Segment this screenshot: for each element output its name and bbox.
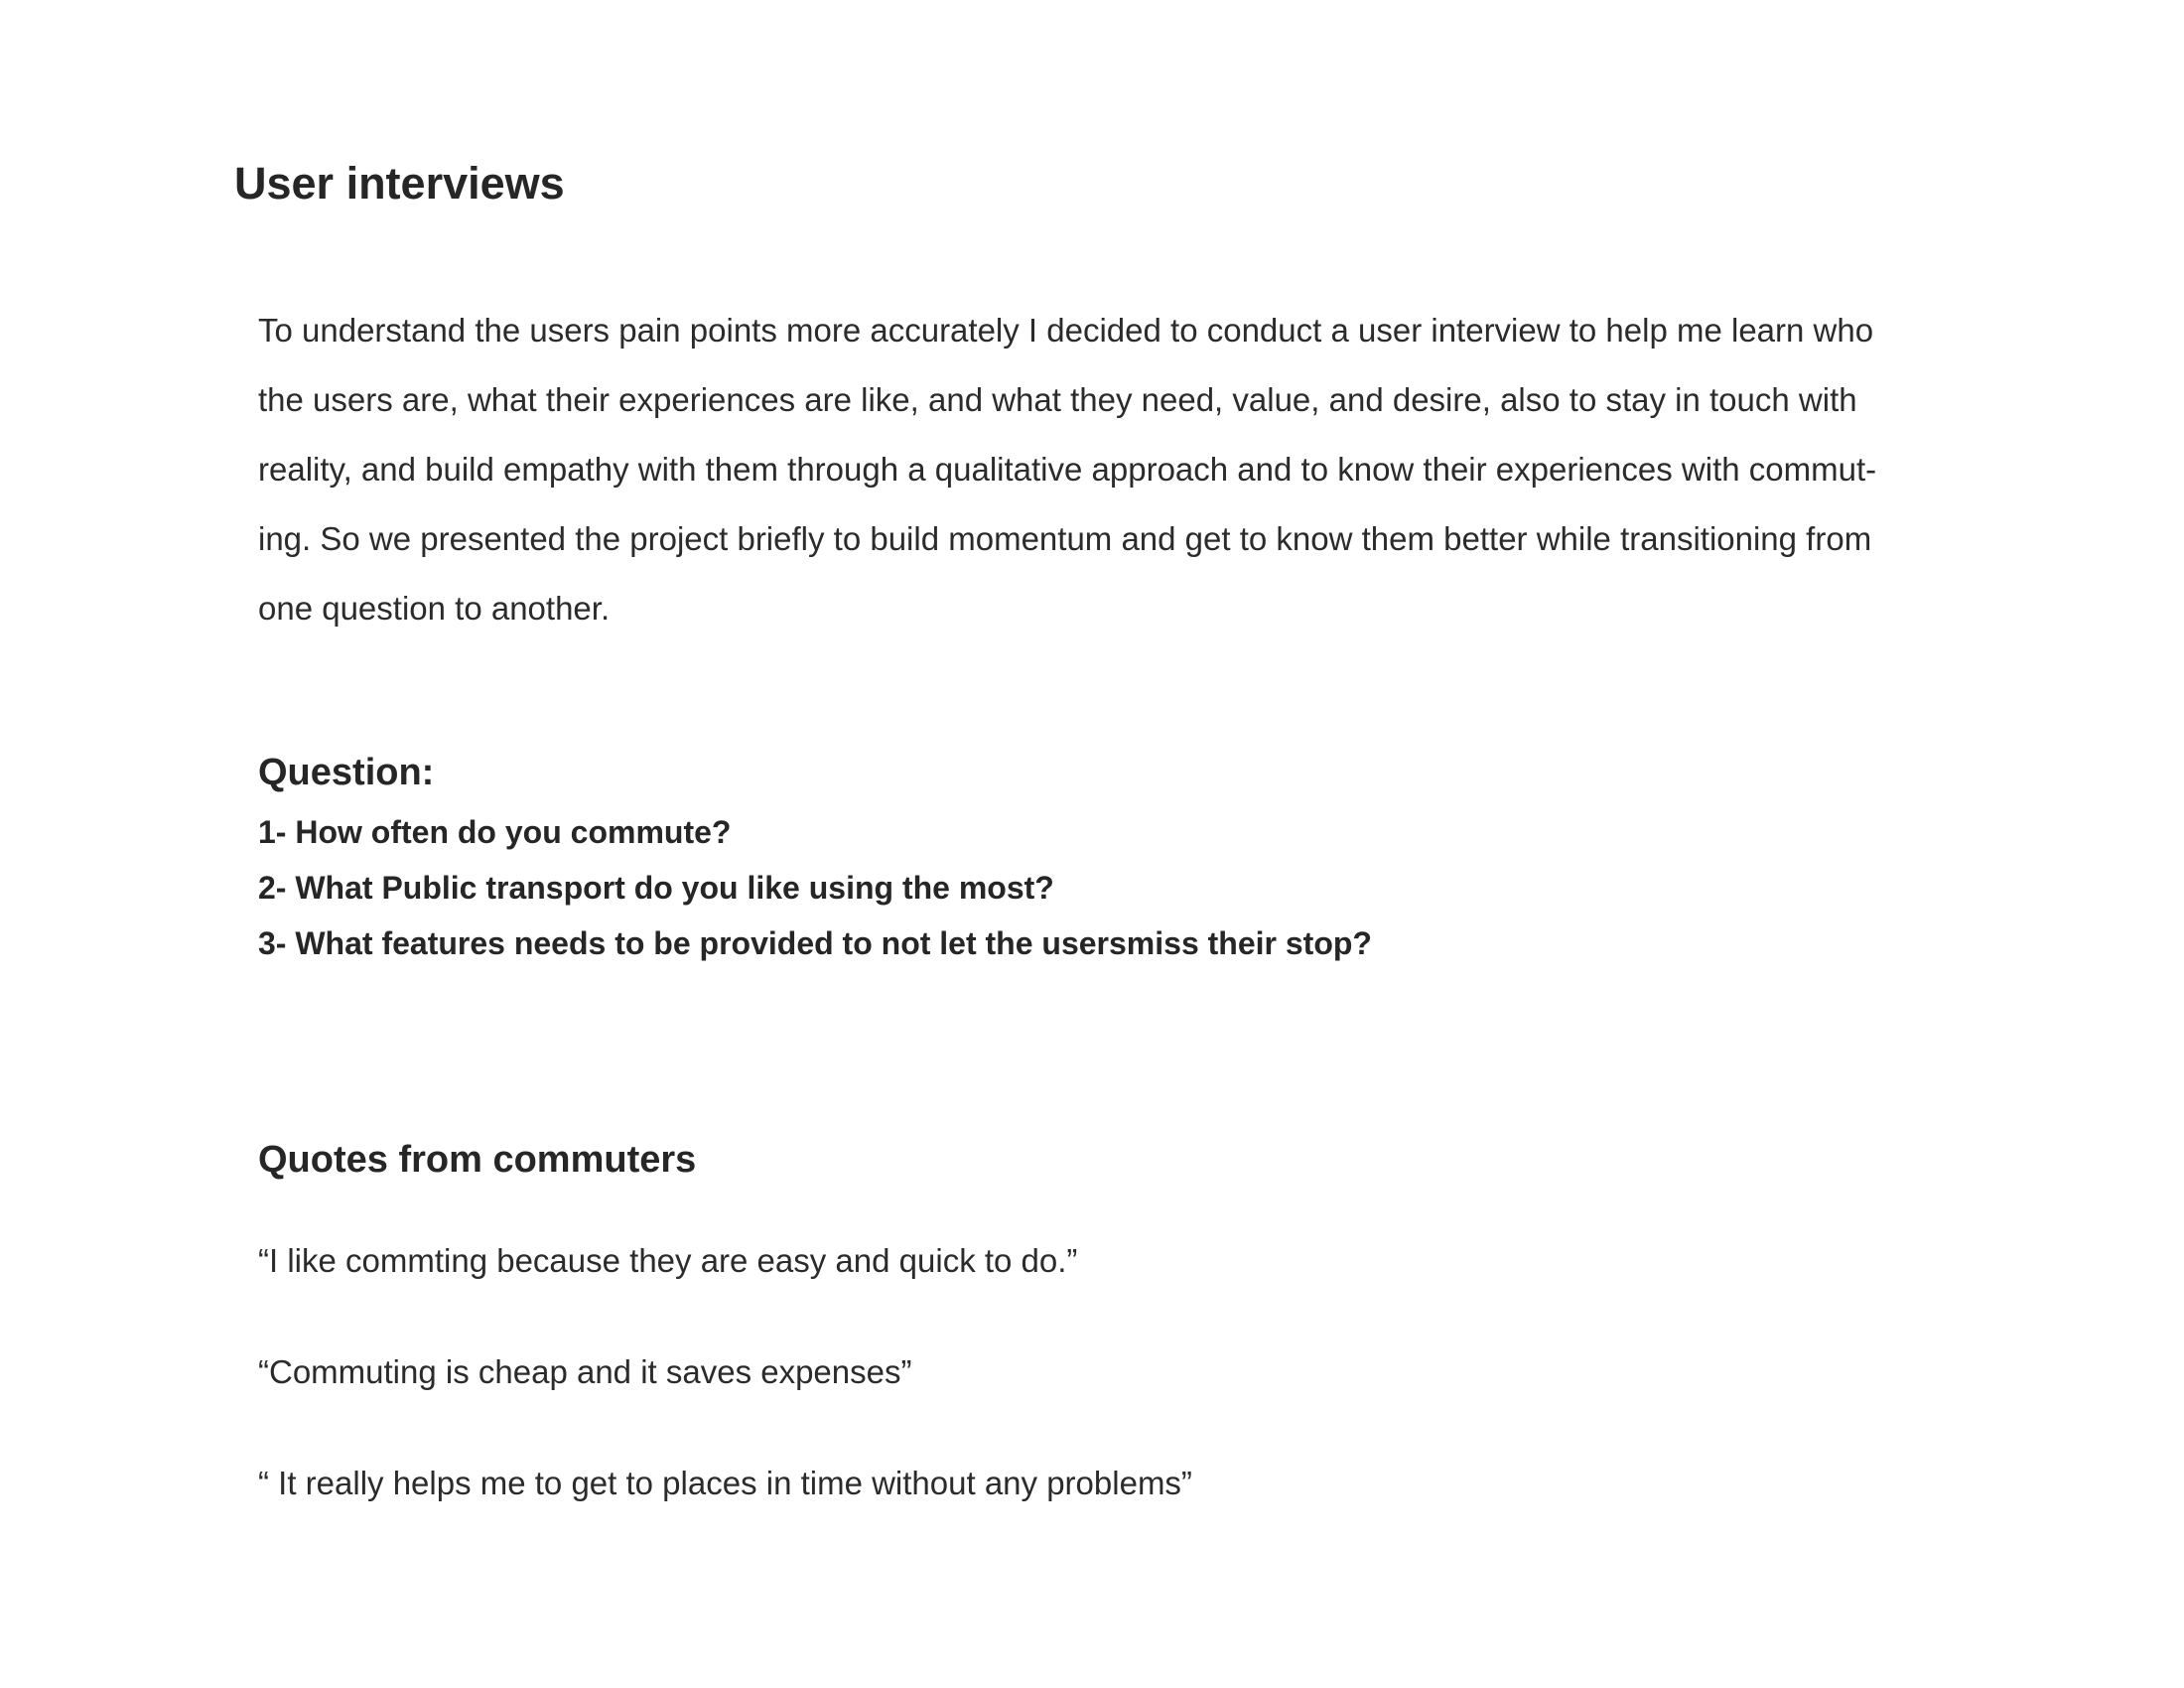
quotes-heading: Quotes from commuters xyxy=(258,1139,697,1181)
intro-line: the users are, what their experiences are like, and what they need, value, and desire, also to stay in touch with xyxy=(258,381,1857,418)
intro-paragraph xyxy=(258,296,1946,643)
question-item: 2- What Public transport do you like using the most? xyxy=(258,870,1054,906)
quote-item: “Commuting is cheap and it saves expenses” xyxy=(258,1353,912,1390)
intro-line: ing. So we presented the project briefly to build momentum and get to know them better while transitioning from xyxy=(258,520,1872,557)
intro-line: one question to another. xyxy=(258,590,611,627)
questions-list xyxy=(258,804,1372,971)
intro-line: To understand the users pain points more accurately I decided to conduct a user interview to help me learn who xyxy=(258,312,1874,349)
page-title: User interviews xyxy=(234,158,565,209)
quote-item: “I like commting because they are easy and quick to do.” xyxy=(258,1242,1078,1279)
questions-heading: Question: xyxy=(258,752,435,793)
quote-item: “ It really helps me to get to places in time without any problems” xyxy=(258,1465,1192,1501)
question-item: 1- How often do you commute? xyxy=(258,814,732,850)
question-item: 3- What features needs to be provided to not let the usersmiss their stop? xyxy=(258,925,1372,961)
intro-line: reality, and build empathy with them through a qualitative approach and to know their experiences with commut- xyxy=(258,451,1877,488)
